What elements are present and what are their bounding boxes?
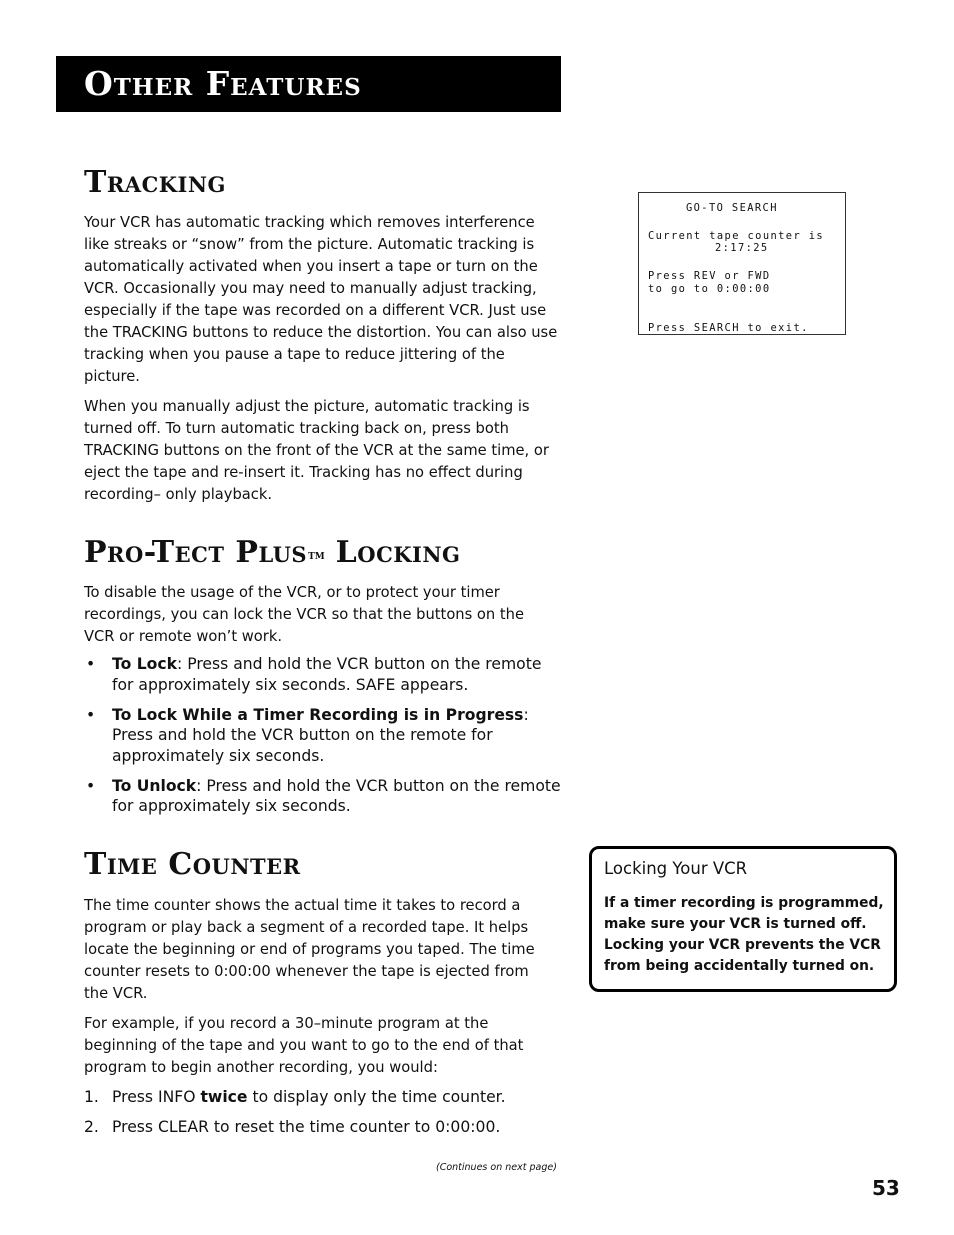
bullet-label: To Lock While a Timer Recording is in Progress: [112, 705, 524, 724]
bullet-marker: •: [86, 776, 96, 795]
tracking-paragraph-1: Your VCR has automatic tracking which removes interference like streaks or “snow” from the picture. Automatic tracking is automatically activated when you insert a tape or turn on the VCR. Occasionally you may need to manually adjust tracking, especially if the tape was recorded on a different VCR. Just use the TRACKING buttons to reduce the distortion. You can also use tracking when you pause a tape to reduce jittering of the picture.: [84, 214, 558, 385]
page-number: 53: [872, 1176, 900, 1200]
list-item: [84, 1116, 564, 1138]
protect-heading-rest: Locking: [324, 535, 461, 570]
step-number: 2.: [84, 1118, 99, 1136]
time-counter-heading: Time Counter: [84, 847, 301, 882]
tip-box-body: If a timer recording is programmed, make sure your VCR is turned off. Locking your VCR prevents the VCR from being accidentally turned on.: [604, 895, 884, 974]
time-counter-steps: [84, 1086, 564, 1146]
list-item: [84, 705, 564, 767]
trademark-mark: TM: [308, 552, 325, 562]
bullet-text: : Press and hold the VCR button on the remote for approximately six seconds. SAFE appears.: [112, 655, 542, 694]
bullet-marker: •: [86, 705, 96, 724]
protect-heading-brand: Pro-Tect Plus: [84, 535, 308, 570]
step-emphasis: twice: [200, 1088, 248, 1106]
tip-box: [589, 846, 897, 992]
tracking-paragraph-2: When you manually adjust the picture, automatic tracking is turned off. To turn automatic tracking back on, press both TRACKING buttons on the front of the VCR at the same time, or eject the tape and re-insert it. Tracking has no effect during recording– only playback.: [84, 398, 549, 503]
list-item: [84, 654, 564, 695]
section-banner: [56, 56, 561, 112]
step-text: to display only the time counter.: [247, 1088, 506, 1106]
step-text: Press INFO: [112, 1088, 201, 1106]
locking-bullet-list: [84, 654, 564, 826]
on-screen-display: [638, 192, 846, 335]
time-counter-paragraph-2: For example, if you record a 30–minute program at the beginning of the tape and you want to go to the end of that program to begin another recording, you would:: [84, 1015, 524, 1076]
protect-heading: [84, 536, 460, 570]
list-item: [84, 776, 564, 817]
bullet-text: : Press and hold the VCR button on the remote for approximately six seconds.: [112, 776, 561, 815]
screen-counter-value: 2:17:25: [715, 242, 769, 254]
screen-line: Press SEARCH to exit.: [648, 322, 809, 334]
screen-title: GO-TO SEARCH: [686, 202, 778, 214]
bullet-text: : Press and hold the VCR button on the remote for approximately six seconds.: [112, 705, 529, 765]
continues-note: (Continues on next page): [436, 1162, 557, 1173]
bullet-label: To Unlock: [112, 776, 197, 795]
step-text: Press CLEAR to reset the time counter to 0:00:00.: [112, 1118, 501, 1136]
banner-title: Other Features: [84, 64, 362, 103]
bullet-marker: •: [86, 655, 96, 673]
bullet-label: To Lock: [112, 655, 177, 673]
screen-line: Current tape counter is: [648, 230, 825, 242]
list-item: [84, 1086, 564, 1108]
time-counter-paragraph-1: The time counter shows the actual time it takes to record a program or play back a segment of a recorded tape. It helps locate the beginning or end of programs you taped. The time counter resets to 0:00:00 whenever the tape is ejected from the VCR.: [84, 897, 535, 1002]
tracking-heading: Tracking: [84, 165, 226, 200]
screen-line: to go to 0:00:00: [648, 283, 771, 295]
step-number: 1.: [84, 1088, 99, 1106]
protect-intro: To disable the usage of the VCR, or to protect your timer recordings, you can lock the VCR so that the buttons on the VCR or remote won’t work.: [84, 584, 525, 645]
tip-box-title: Locking Your VCR: [604, 859, 748, 878]
screen-line: Press REV or FWD: [648, 270, 771, 282]
